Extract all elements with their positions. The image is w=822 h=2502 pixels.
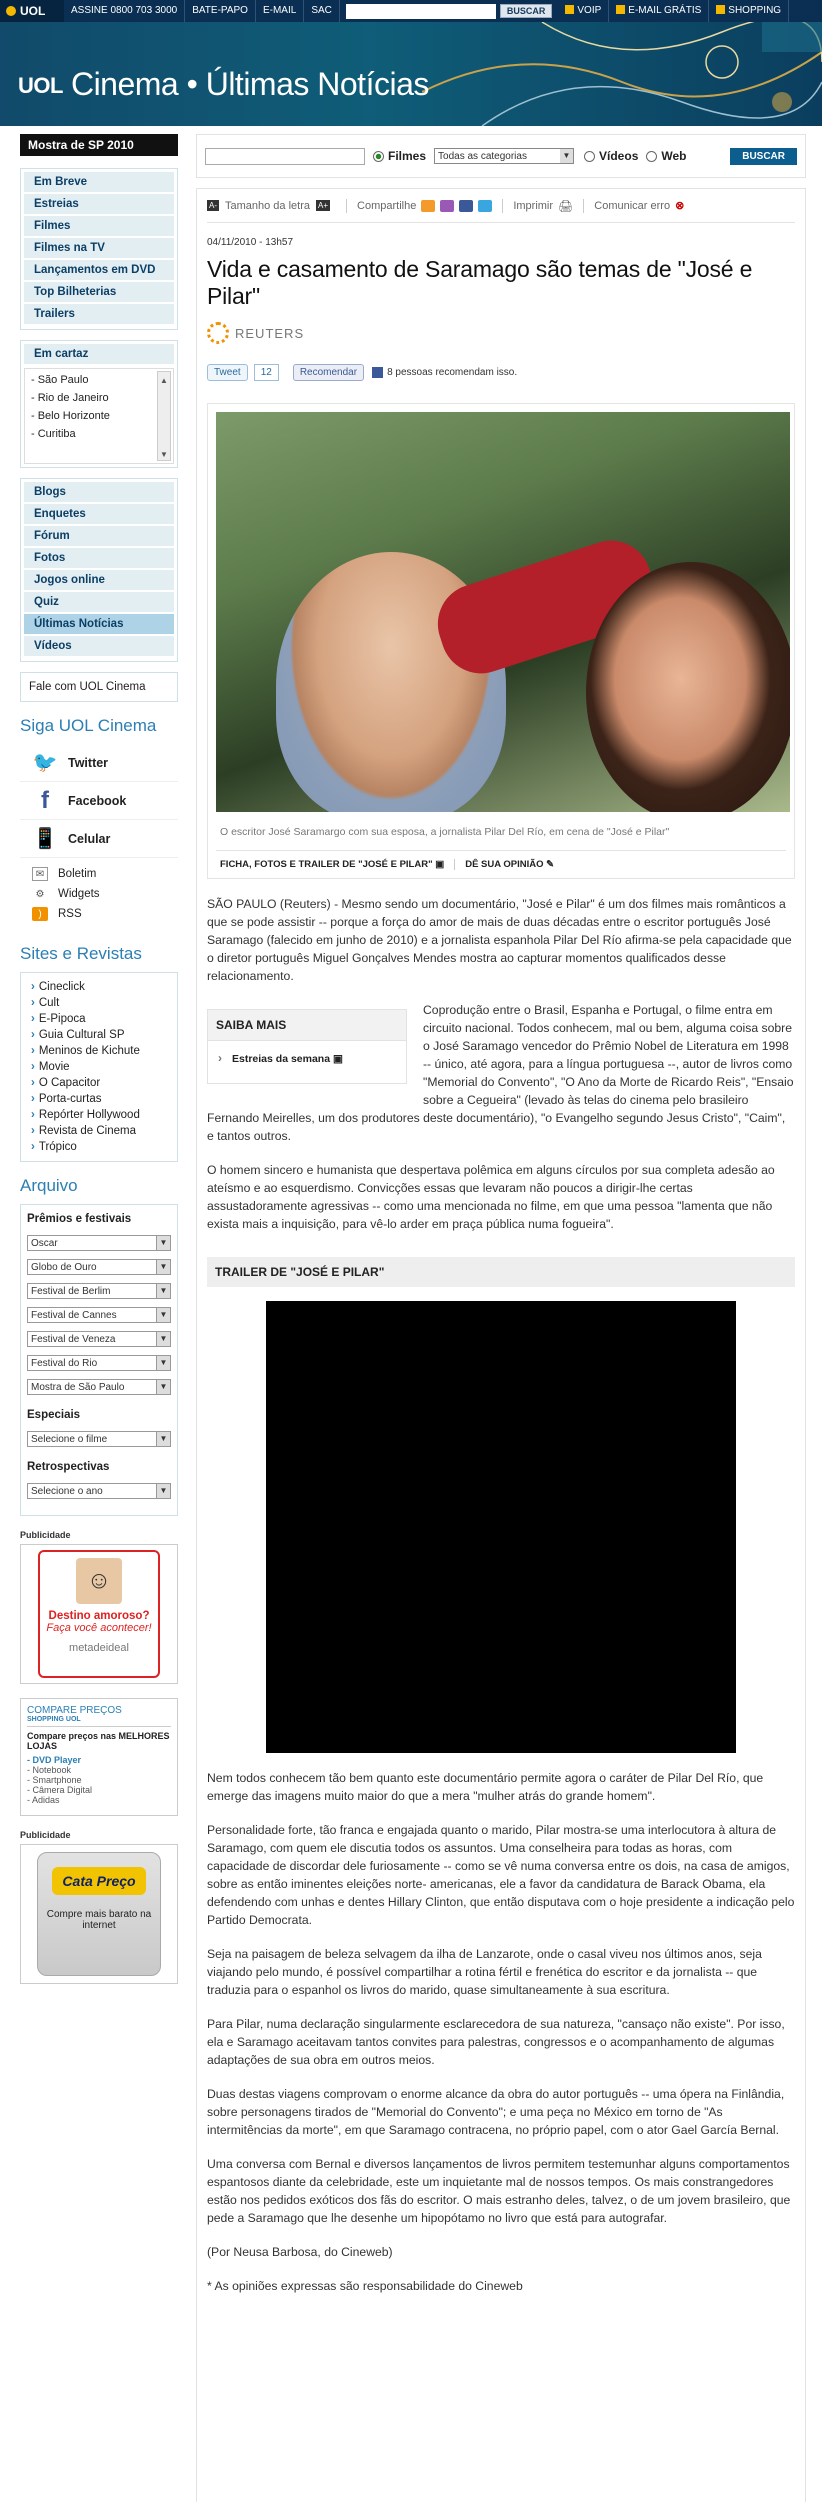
premio-select-globo[interactable]: Globo de Ouro ▼ (27, 1259, 171, 1275)
sidebar-item-top-bilheterias[interactable]: Top Bilheterias (24, 282, 174, 304)
email-link[interactable]: E-MAIL (256, 0, 304, 22)
site-link[interactable]: › Porta-curtas (31, 1091, 167, 1107)
boletim-link[interactable]: ✉ Boletim (32, 864, 166, 884)
ad-cata-preco[interactable]: Cata Preço Compre mais barato na internet (20, 1844, 178, 1984)
fb-recommend-text: 8 pessoas recomendam isso. (387, 367, 518, 378)
scroll-down-icon[interactable]: ▼ (160, 450, 168, 459)
em-cartaz-title: Em cartaz (24, 344, 174, 364)
person-icon: ☺ (76, 1558, 122, 1604)
facebook-link[interactable]: f Facebook (20, 782, 178, 820)
voip-icon (565, 5, 574, 14)
edit-icon: ✎ (546, 859, 555, 870)
site-link[interactable]: › Cult (31, 995, 167, 1011)
site-link[interactable]: › Movie (31, 1059, 167, 1075)
site-link[interactable]: › Trópico (31, 1139, 167, 1155)
fale-conosco-link[interactable]: Fale com UOL Cinema (20, 672, 178, 702)
paragraph: Duas destas viagens comprovam o enorme alcance da obra do autor português -- uma ópera na Finlândia, sobre personagens tirados de "Memorial do Convento"; e uma peça no México em torno de "As intermitências da morte", em que Saramago contracena, no próprio papel, com o ator Gael García Bernal. (207, 2087, 785, 2137)
social-links (20, 744, 178, 858)
paragraph: Personalidade forte, tão franca e engajada quanto o marido, Pilar mostra-se uma interlocutora à altura de Saramago, com quem ele discutia todos os assuntos. Uma conselheira para todas as horas, com capacidade de discordar dele furiosamente -- como se vê numa conversa entre os dois, na casa de amigos, sobre as então iminentes eleições norte- americanas, ele a favor da candidatura de Barack Obama, ela defendendo com unhas e dentes Hillary Clinton, que então disputava com o hoje presidente a indicação pelo Partido Democrata. (207, 1823, 795, 1927)
article-date: 04/11/2010 - 13h57 (207, 237, 294, 248)
list-item[interactable]: - Curitiba (31, 428, 76, 440)
publicidade-label: Publicidade (20, 1530, 71, 1540)
premio-select-cannes[interactable]: Festival de Cannes ▼ (27, 1307, 171, 1323)
facebook-share-icon[interactable] (459, 200, 473, 212)
category-select[interactable]: Todas as categorias ▼ (434, 148, 574, 164)
list-item[interactable]: - Belo Horizonte (31, 410, 110, 422)
chevron-down-icon: ▼ (156, 1284, 170, 1298)
radio-filmes[interactable] (373, 151, 384, 162)
paragraph: O homem sincero e humanista que despertava polêmica em alguns círculos por sua completa adesão ao ateísmo e ao esquerdismo. Convicções essas que levaram não poucos a dirigir-lhe certas assustadoramente agressivas -- como uma mencionada no filme, em que uma pessoa "lamenta que não exista mais a inquisição, para vê-lo arder em praça pública numa fogueira". (207, 1163, 775, 1231)
font-increase-icon[interactable]: A+ (318, 201, 329, 210)
retrospectivas-label: Retrospectivas (27, 1461, 110, 1473)
font-decrease-icon[interactable]: A- (209, 201, 217, 210)
ad-metadeideal[interactable]: ☺ Destino amoroso? Faça você acontecer! metadeideal (20, 1544, 178, 1684)
radio-videos[interactable] (584, 151, 595, 162)
share-counters (207, 364, 795, 381)
list-item[interactable]: - Rio de Janeiro (31, 392, 109, 404)
chevron-down-icon: ▼ (156, 1260, 170, 1274)
site-link[interactable]: › Revista de Cinema (31, 1123, 167, 1139)
author-credit: (Por Neusa Barbosa, do Cineweb) (207, 2245, 393, 2259)
premio-select-rio[interactable]: Festival do Rio ▼ (27, 1355, 171, 1371)
sidebar-item-blogs[interactable]: Blogs (24, 482, 174, 504)
sidebar-item-jogos-online[interactable]: Jogos online (24, 570, 174, 592)
page-title[interactable]: UOL Cinema • Últimas Notícias (18, 66, 429, 102)
site-link[interactable]: › Cineclick (31, 979, 167, 995)
premio-select-berlim[interactable]: Festival de Berlim ▼ (27, 1283, 171, 1299)
premio-select-veneza[interactable]: Festival de Veneza ▼ (27, 1331, 171, 1347)
email-gratis-icon (616, 5, 625, 14)
assine-link[interactable]: ASSINE 0800 703 3000 (64, 0, 185, 22)
list-item[interactable]: - São Paulo (31, 374, 89, 386)
sidebar-item-quiz[interactable]: Quiz (24, 592, 174, 614)
sidebar-item-forum[interactable]: Fórum (24, 526, 174, 548)
saiba-mais-box (207, 1009, 407, 1084)
chevron-down-icon: ▼ (156, 1380, 170, 1394)
search-bar: Filmes Todas as categorias ▼ Vídeos Web BUSCAR (196, 134, 806, 178)
arquivo-box (20, 1204, 178, 1516)
site-link[interactable]: › O Capacitor (31, 1075, 167, 1091)
shopping-icon (716, 5, 725, 14)
site-link[interactable]: › E-Pipoca (31, 1011, 167, 1027)
widgets-link[interactable]: ⚙ Widgets (32, 884, 166, 904)
arquivo-title: Arquivo (20, 1176, 78, 1195)
main-content (196, 134, 806, 2502)
saiba-mais-link[interactable]: › Estreias da semana ▣ (208, 1041, 406, 1083)
trailer-video-player[interactable] (266, 1301, 736, 1753)
chevron-down-icon: ▼ (156, 1236, 170, 1250)
chevron-down-icon: ▼ (156, 1484, 170, 1498)
saiba-mais-title: SAIBA MAIS (208, 1010, 406, 1041)
subscribe-links (20, 858, 178, 930)
sidebar-item-enquetes[interactable]: Enquetes (24, 504, 174, 526)
photo-links (216, 850, 786, 878)
mostra-banner[interactable]: Mostra de SP 2010 (20, 134, 178, 156)
mail-icon: ✉ (32, 867, 48, 881)
article-body (207, 895, 795, 2295)
uol-logo[interactable]: UOL (0, 0, 64, 22)
photo-box (207, 403, 795, 879)
facebook-icon (372, 367, 383, 378)
twitter-bird-icon: 🐦 (32, 752, 58, 774)
article-photo[interactable] (216, 412, 790, 812)
sidebar-nav-secondary (20, 478, 178, 662)
bate-papo-link[interactable]: BATE-PAPO (185, 0, 256, 22)
print-link[interactable]: Imprimir (513, 199, 554, 212)
ficha-link[interactable]: FICHA, FOTOS E TRAILER DE "JOSÉ E PILAR" ▣ (220, 859, 455, 870)
chevron-down-icon: ▼ (156, 1332, 170, 1346)
article-toolbar (207, 189, 795, 223)
list-item[interactable]: - Câmera Digital (27, 1785, 93, 1795)
celular-link[interactable]: 📱 Celular (20, 820, 178, 858)
report-error-link[interactable]: Comunicar erro (594, 199, 671, 212)
sidebar-item-filmes[interactable]: Filmes (24, 216, 174, 238)
site-link[interactable]: › Meninos de Kichute (31, 1043, 167, 1059)
premio-select-mostra[interactable]: Mostra de São Paulo ▼ (27, 1379, 171, 1395)
list-item[interactable]: - Notebook (27, 1765, 72, 1775)
voip-link[interactable]: VOIP (558, 0, 609, 22)
uol-logo-icon (6, 6, 16, 16)
email-share-icon[interactable] (421, 200, 435, 212)
top-search-input[interactable] (346, 4, 496, 19)
chevron-down-icon: ▼ (560, 149, 573, 163)
font-size-label: Tamanho da letra (225, 199, 310, 212)
premios-label: Prêmios e festivais (27, 1213, 132, 1225)
especiais-label: Especiais (27, 1409, 81, 1421)
photo-caption: O escritor José Saramargo com sua esposa, a jornalista Pilar Del Río, em cena de "José e Pilar" (220, 826, 670, 838)
disclaimer: * As opiniões expressas são responsabilidade do Cineweb (207, 2279, 523, 2293)
em-cartaz-box (20, 340, 178, 468)
ad-compare-precos[interactable]: COMPARE PREÇOS SHOPPING UOL Compare preços nas MELHORES LOJAS - DVD Player - Notebook - Smartphone - Câmera Digital - Adidas (20, 1698, 178, 1816)
twitter-link[interactable]: 🐦 Twitter (20, 744, 178, 782)
paragraph: Nem todos conhecem tão bem quanto este documentário permite agora o caráter de Pilar Del Río, que emerge das imagens muito maior do que a mera "mulher atrás do grande homem". (207, 1771, 764, 1803)
sidebar-item-lancamentos-dvd[interactable]: Lançamentos em DVD (24, 260, 174, 282)
twitter-share-icon[interactable] (478, 200, 492, 212)
em-cartaz-list (24, 368, 174, 464)
premio-select-oscar[interactable]: Oscar ▼ (27, 1235, 171, 1251)
share-label: Compartilhe (357, 199, 417, 212)
site-link[interactable]: › Repórter Hollywood (31, 1107, 167, 1123)
chevron-down-icon: ▼ (156, 1356, 170, 1370)
recommend-button[interactable]: Recomendar (293, 364, 364, 381)
sidebar-item-ultimas-noticias[interactable]: Últimas Notícias (24, 614, 174, 636)
scroll-up-icon[interactable]: ▲ (160, 376, 168, 385)
tweet-count: 12 (254, 364, 279, 381)
sidebar (20, 134, 178, 1984)
facebook-icon: f (41, 786, 49, 814)
widget-icon: ⚙ (35, 888, 45, 900)
sidebar-item-em-breve[interactable]: Em Breve (24, 172, 174, 194)
sidebar-item-trailers[interactable]: Trailers (24, 304, 174, 326)
list-item[interactable]: - DVD Player (27, 1755, 82, 1765)
sites-list (20, 972, 178, 1162)
retrospectivas-select[interactable]: Selecione o ano ▼ (27, 1483, 171, 1499)
siga-title: Siga UOL Cinema (20, 716, 157, 735)
chevron-down-icon: ▼ (156, 1432, 170, 1446)
sidebar-nav-primary (20, 168, 178, 330)
sidebar-item-estreias[interactable]: Estreias (24, 194, 174, 216)
top-bar (0, 0, 822, 22)
shopping-link[interactable]: SHOPPING (709, 0, 789, 22)
tweet-button[interactable]: Tweet (207, 364, 248, 381)
error-icon[interactable]: ⊗ (675, 200, 685, 212)
rss-link[interactable]: ) RSS (32, 904, 166, 924)
search-input[interactable] (205, 148, 365, 165)
rss-icon: ) (32, 907, 48, 921)
cata-preco-logo: Cata Preço (52, 1867, 145, 1895)
chevron-down-icon: ▼ (156, 1308, 170, 1322)
gallery-icon: ▣ (435, 859, 445, 870)
article-headline: Vida e casamento de Saramago são temas de "José e Pilar" (207, 256, 753, 309)
especiais-select[interactable]: Selecione o filme ▼ (27, 1431, 171, 1447)
sac-link[interactable]: SAC (304, 0, 340, 22)
reuters-icon (207, 322, 229, 344)
header-decoration (422, 22, 822, 126)
gallery-icon: ▣ (332, 1053, 343, 1065)
search-button[interactable]: BUSCAR (730, 148, 797, 165)
source-logo: REUTERS (207, 322, 795, 344)
radio-web[interactable] (646, 151, 657, 162)
printer-icon[interactable]: 🖨 (558, 198, 574, 213)
paragraph: Seja na paisagem de beleza selvagem da ilha de Lanzarote, onde o casal viveu nos últimos anos, seja viajando pelo mundo, é possível compartilhar a rotina fértil e frenética do escritor e da jornalista -- que traduzia para o espanhol os livros do marido, quase simultaneamente à sua escritura. (207, 1947, 762, 1997)
orkut-share-icon[interactable] (440, 200, 454, 212)
list-item[interactable]: - Adidas (27, 1795, 60, 1805)
site-header (0, 22, 822, 126)
sidebar-item-filmes-na-tv[interactable]: Filmes na TV (24, 238, 174, 260)
publicidade-label: Publicidade (20, 1830, 71, 1840)
article (196, 188, 806, 2502)
top-search-button[interactable]: BUSCAR (500, 4, 553, 18)
email-gratis-link[interactable]: E-MAIL GRÁTIS (609, 0, 709, 22)
paragraph: Para Pilar, numa declaração singularmente esclarecedora de sua natureza, "cansaço não existe". Por isso, ela e Saramago aceitavam tantos convites para palestras, congressos e o acompanhamento de algumas adaptações de sua obra em outros meios. (207, 2017, 785, 2067)
sidebar-item-fotos[interactable]: Fotos (24, 548, 174, 570)
em-cartaz-scrollbar[interactable] (157, 371, 171, 461)
opiniao-link[interactable]: DÊ SUA OPINIÃO ✎ (465, 859, 555, 870)
paragraph: Coprodução entre o Brasil, Espanha e Portugal, o filme entra em circuito nacional. Todos conhecem, mal ou bem, alguma coisa sobre o José Saramago vencedor do Prêmio Nobel de Literatura em 1998 -- único, até agora, para a língua portuguesa --, autor de livros como "Memorial do Convento", "O Ano da Morte de Ricardo Reis", "Ensaio sobre a Cegueira" (levado às telas do cinema pelo brasileiro Fernando Meirelles, um dos produtores deste documentário), "o Evangelho segundo Jesus Cristo", "Caim", e tantos outros. (207, 1003, 794, 1143)
sites-title: Sites e Revistas (20, 944, 142, 963)
paragraph: SÃO PAULO (Reuters) - Mesmo sendo um documentário, "José e Pilar" é um dos filmes mais românticos a que se pode assistir -- porque a força do amor de mais de duas décadas entre o escritor português José Saramago (falecido em junho de 2010) e a jornalista espanhola Pilar Del Río afirma-se pela capacidade que o diretor português Miguel Gonçalves Mendes mostra ao capturar momentos qualificados desse relacionamento. (207, 897, 792, 983)
phone-icon: 📱 (32, 828, 58, 850)
paragraph: Uma conversa com Bernal e diversos lançamentos de livros permitem testemunhar alguns comportamentos espantosos diante da celebridade, este um inquietante mal de nossos tempos. Os mais constrangedores estão nos pedidos exóticos dos fãs do escritor. O mais estranho deles, talvez, o de um jovem brasileiro, que pede a Saramago que lhe desenhe um hipopótamo no livro que está para autografar. (207, 2157, 791, 2225)
sidebar-item-videos[interactable]: Vídeos (24, 636, 174, 658)
list-item[interactable]: - Smartphone (27, 1775, 82, 1785)
site-link[interactable]: › Guia Cultural SP (31, 1027, 167, 1043)
trailer-title: TRAILER DE "JOSÉ E PILAR" (207, 1257, 795, 1287)
